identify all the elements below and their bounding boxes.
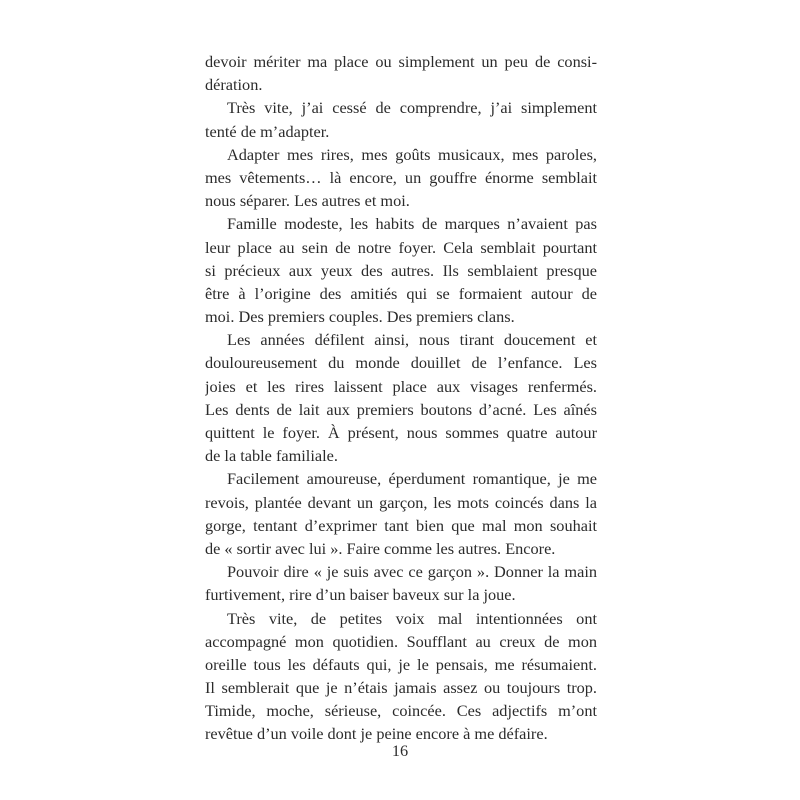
text-line: Adapter mes rires, mes goûts musicaux, mes paroles,	[227, 144, 597, 164]
page-number: 16	[391, 741, 409, 760]
text-line: être à l’origine des amitiés qui se formaient autour de	[205, 283, 597, 303]
text-line: accompagné mon quotidien. Soufflant au creux de mon	[205, 631, 597, 651]
text-line: revêtue d’un voile dont je peine encore à me défaire.	[205, 724, 548, 744]
text-line: revois, plantée devant un garçon, les mots coincés dans la	[205, 492, 597, 512]
text-line: de la table familiale.	[205, 446, 338, 466]
text-line: si précieux aux yeux des autres. Ils semblaient presque	[205, 260, 597, 280]
text-line: Très vite, de petites voix mal intentionnées ont	[227, 608, 597, 628]
text-line: tenté de m’adapter.	[205, 121, 330, 141]
text-line: Pouvoir dire « je suis avec ce garçon ». Donner la main	[227, 562, 597, 582]
text-line: leur place au sein de notre foyer. Cela semblait pourtant	[205, 237, 597, 257]
text-line: Timide, moche, sérieuse, coincée. Ces adjectifs m’ont	[205, 701, 597, 721]
text-line: oreille tous les défauts qui, je le pensais, me résumaient.	[205, 654, 597, 674]
text-line: Les années défilent ainsi, nous tirant doucement et	[227, 330, 597, 350]
text-line: Les dents de lait aux premiers boutons d’acné. Les aînés	[205, 399, 597, 419]
text-line: moi. Des premiers couples. Des premiers clans.	[205, 307, 515, 327]
text-line: quittent le foyer. À présent, nous sommes quatre autour	[205, 423, 597, 442]
text-line: Il semblerait que je n’étais jamais assez ou toujours trop.	[205, 678, 597, 698]
text-line: Très vite, j’ai cessé de comprendre, j’ai simplement	[227, 98, 597, 118]
text-line: devoir mériter ma place ou simplement un peu de consi-	[205, 52, 597, 71]
text-line: de « sortir avec lui ». Faire comme les autres. Encore.	[205, 538, 556, 558]
text-line: furtivement, rire d’un baiser baveux sur la joue.	[205, 585, 516, 605]
text-line: nous séparer. Les autres et moi.	[205, 191, 410, 211]
body-text	[205, 50, 597, 746]
text-line: Facilement amoureuse, éperdument romantique, je me	[227, 469, 597, 489]
text-line: dération.	[205, 75, 263, 95]
text-line: douloureusement du monde douillet de l’enfance. Les	[205, 353, 597, 373]
text-line: joies et les rires laissent place aux visages renfermés.	[205, 376, 597, 396]
text-line: Famille modeste, les habits de marques n’avaient pas	[227, 214, 597, 234]
text-line: mes vêtements… là encore, un gouffre énorme semblait	[205, 167, 597, 187]
text-line: gorge, tentant d’exprimer tant bien que mal mon souhait	[205, 515, 597, 535]
